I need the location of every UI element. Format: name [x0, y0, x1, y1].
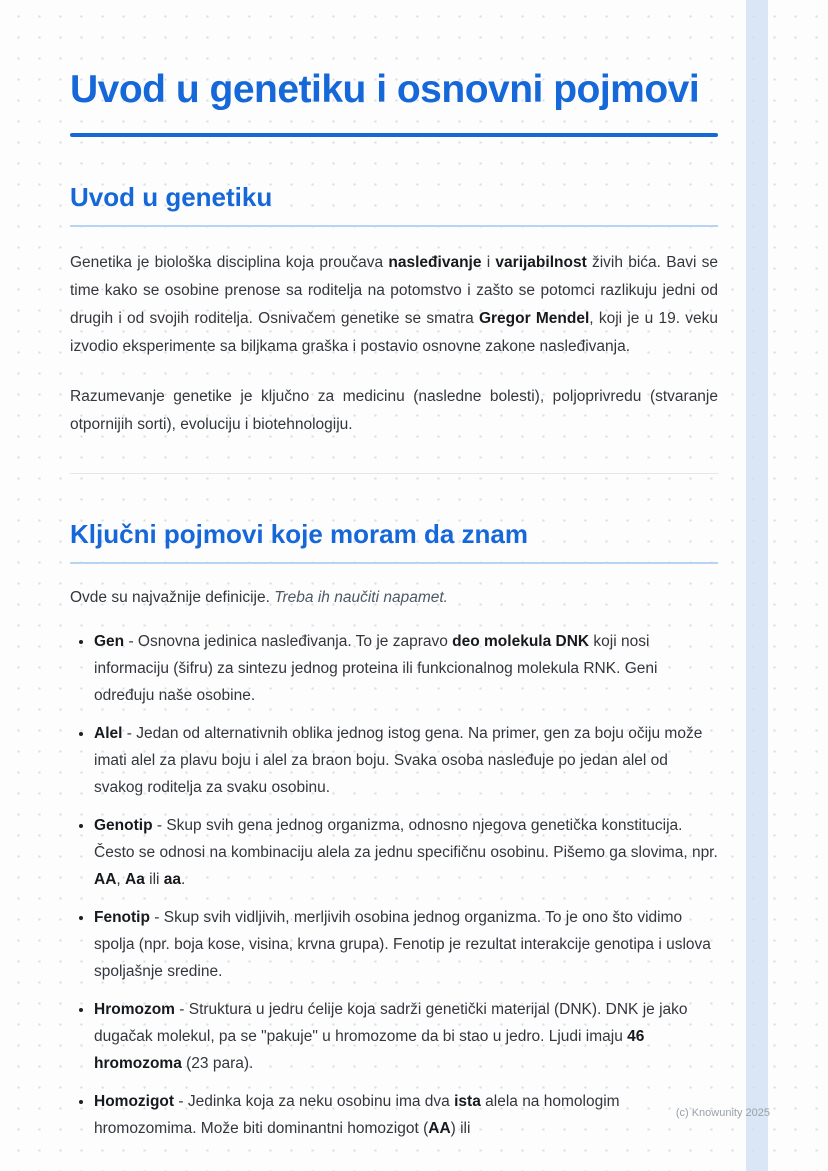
heading-underline: [70, 562, 718, 564]
text-run: .: [181, 871, 186, 888]
section-body: [70, 249, 718, 439]
definition-item: [94, 996, 718, 1077]
section-divider: [70, 473, 718, 474]
italic-text: Treba ih naučiti napamet.: [274, 589, 448, 606]
definition-item: [94, 904, 718, 985]
text-run: - Skup svih gena jednog organizma, odnosno njegova genetička konstitucija. Često se odnosi na kombinaciju alela za jednu specifičnu osobinu. Pišemo ga slovima, npr.: [94, 817, 718, 861]
text-run: - Struktura u jedru ćelije koja sadrži genetički materijal (DNK). DNK je jako dugačak molekul, pa se "pakuje" u hromozome da bi stao u jedro. Ljudi imaju: [94, 1001, 688, 1045]
bold-text: Gen: [94, 633, 125, 650]
document-page: [70, 0, 718, 1153]
text-run: (23 para).: [181, 1055, 254, 1072]
page-title: Uvod u genetiku i osnovni pojmovi: [70, 68, 700, 111]
bold-text: 46 hromozoma: [94, 1028, 645, 1072]
text-run: - Skup svih vidljivih, merljivih osobina jednog organizma. To je ono što vidimo spolja (npr. boja kose, visina, krvna grupa). Fenotip je rezultat interakcije genotipa i uslova spoljašnje sredine.: [94, 909, 711, 980]
text-run: ,: [116, 871, 126, 888]
text-run: - Jedan od alternativnih oblika jednog istog gena. Na primer, gen za boju očiju može imati alel za plavu boju i alel za braon boju. Svaka osoba nasleđuje po jedan alel od svakog roditelja za svaku osobinu.: [94, 725, 703, 796]
text-run: , koji je u 19. veku izvodio eksperimente sa biljkama graška i postavio osnovne zakone nasleđivanja.: [70, 310, 718, 355]
text-run: živih bića. Bavi se time kako se osobine prenose sa roditelja na potomstvo i zašto se potomci razlikuju jedni od drugih i od svojih roditelja. Osnivačem genetike se smatra: [70, 254, 719, 327]
section-uvod-u-genetiku: [70, 181, 718, 439]
definition-item: [94, 628, 718, 709]
text-run: ) ili: [450, 1120, 471, 1137]
text-run: - Osnovna jedinica nasleđivanja. To je zapravo: [124, 633, 453, 650]
paragraph: [70, 249, 718, 361]
definition-item: [94, 812, 718, 893]
bold-text: deo molekula DNK: [452, 633, 590, 650]
bold-text: nasleđivanje: [388, 254, 482, 271]
section-heading: Uvod u genetiku: [70, 182, 273, 212]
page-edge-strip: [746, 0, 768, 1171]
text-run: koji nosi informaciju (šifru) za sintezu jednog proteina ili funkcionalnog molekula RNK. Geni određuju naše osobine.: [94, 633, 658, 704]
bold-text: Aa: [125, 871, 145, 888]
text-run: Ovde su najvažnije definicije.: [70, 589, 275, 606]
bold-text: aa: [163, 871, 182, 888]
bold-text: Genotip: [94, 817, 153, 834]
text-run: - Jedinka koja za neku osobinu ima dva: [174, 1093, 455, 1110]
text-run: alela na homologim hromozomima. Može biti dominantni homozigot (: [94, 1093, 620, 1137]
definition-item: [94, 1088, 718, 1142]
section-intro: [70, 584, 718, 612]
bold-text: AA: [428, 1120, 451, 1137]
bold-text: Homozigot: [94, 1093, 175, 1110]
heading-underline: [70, 225, 718, 227]
bold-text: ista: [454, 1093, 481, 1110]
text-run: Genetika je biološka disciplina koja proučava: [70, 254, 389, 271]
bold-text: Hromozom: [94, 1001, 175, 1018]
text-run: i: [481, 254, 496, 271]
bold-text: AA: [94, 871, 117, 888]
text-run: ili: [144, 871, 164, 888]
bold-text: Gregor Mendel: [478, 310, 590, 327]
section-heading: Ključni pojmovi koje moram da znam: [70, 519, 528, 549]
section-kljucni-pojmovi: [70, 518, 718, 1142]
bold-text: Alel: [94, 725, 123, 742]
watermark: (c) Knowunity 2025: [675, 1107, 770, 1119]
definitions-list: [70, 628, 718, 1142]
definition-item: [94, 720, 718, 801]
bold-text: varijabilnost: [495, 254, 587, 271]
bold-text: Fenotip: [94, 909, 150, 926]
paragraph: [70, 383, 718, 439]
text-run: Razumevanje genetike je ključno za medicinu (nasledne bolesti), poljoprivredu (stvaranje otpornijih sorti), evoluciju i biotehnologiju.: [70, 388, 718, 433]
title-rule: [70, 133, 718, 137]
